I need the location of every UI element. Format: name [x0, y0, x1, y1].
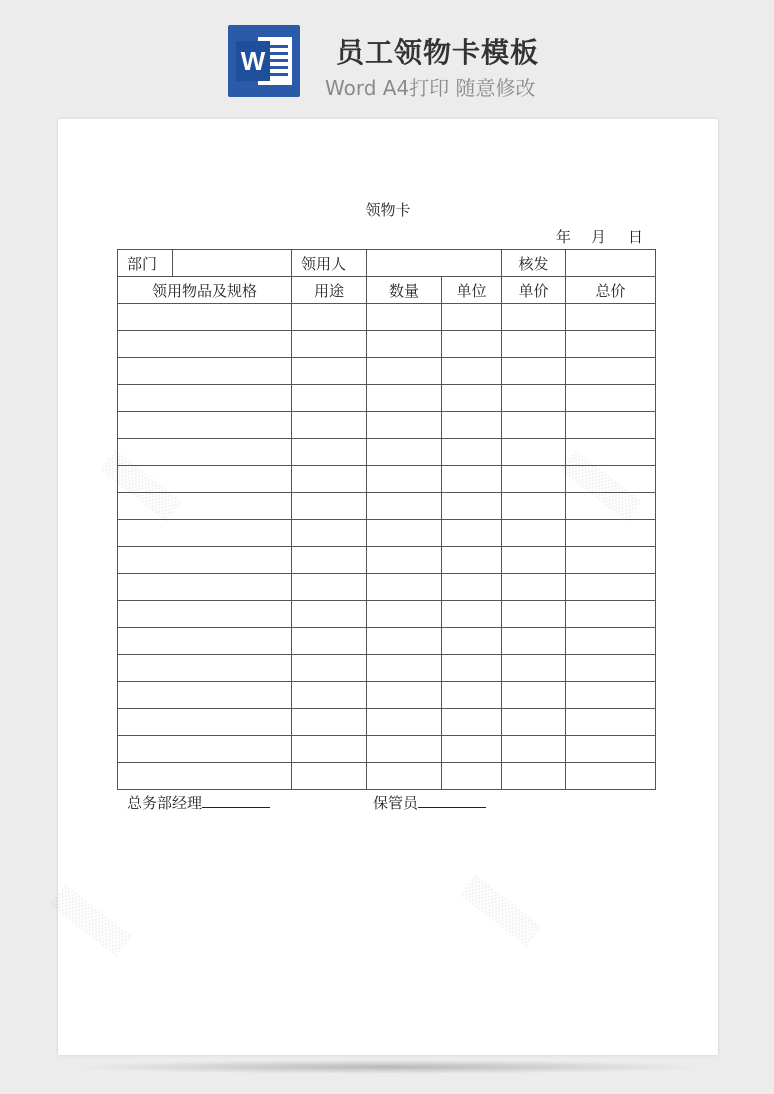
column-header-item: 领用物品及规格: [118, 277, 292, 304]
quantity-cell[interactable]: [367, 520, 442, 547]
quantity-cell[interactable]: [367, 628, 442, 655]
quantity-cell[interactable]: [367, 547, 442, 574]
item-cell[interactable]: [118, 709, 292, 736]
unit-cell[interactable]: [442, 709, 502, 736]
total-price-cell[interactable]: [566, 682, 656, 709]
purpose-cell[interactable]: [292, 412, 367, 439]
manager-label: 总务部经理: [127, 794, 203, 812]
item-cell[interactable]: [118, 358, 292, 385]
item-cell[interactable]: [118, 736, 292, 763]
table-row: [118, 385, 656, 412]
column-header-unit-price: 单价: [502, 277, 566, 304]
purpose-cell[interactable]: [292, 304, 367, 331]
table-row: [118, 574, 656, 601]
receiver-label: 领用人: [292, 250, 367, 277]
unit-cell[interactable]: [442, 601, 502, 628]
total-price-cell[interactable]: [566, 493, 656, 520]
quantity-cell[interactable]: [367, 358, 442, 385]
word-icon: [228, 25, 300, 97]
table-row: [118, 520, 656, 547]
table-row: [118, 493, 656, 520]
table-row: [118, 547, 656, 574]
unit-price-cell[interactable]: [502, 493, 566, 520]
table-row: [118, 628, 656, 655]
quantity-cell[interactable]: [367, 439, 442, 466]
requisition-table: [117, 249, 656, 790]
column-header-purpose: 用途: [292, 277, 367, 304]
item-cell[interactable]: [118, 547, 292, 574]
column-header-unit: 单位: [442, 277, 502, 304]
unit-cell[interactable]: [442, 331, 502, 358]
total-price-cell[interactable]: [566, 736, 656, 763]
total-price-cell[interactable]: [566, 628, 656, 655]
quantity-cell[interactable]: [367, 304, 442, 331]
item-cell[interactable]: [118, 331, 292, 358]
table-row: [118, 439, 656, 466]
quantity-cell[interactable]: [367, 709, 442, 736]
item-cell[interactable]: [118, 412, 292, 439]
table-row: [118, 331, 656, 358]
document-title: 领物卡: [365, 201, 411, 219]
column-header-row: [118, 277, 656, 304]
quantity-cell[interactable]: [367, 493, 442, 520]
approve-label: 核发: [502, 250, 566, 277]
keeper-label: 保管员: [373, 794, 419, 812]
unit-price-cell[interactable]: [502, 385, 566, 412]
item-cell[interactable]: [118, 601, 292, 628]
unit-price-cell[interactable]: [502, 655, 566, 682]
quantity-cell[interactable]: [367, 466, 442, 493]
unit-cell[interactable]: [442, 736, 502, 763]
total-price-cell[interactable]: [566, 439, 656, 466]
unit-cell[interactable]: [442, 358, 502, 385]
dept-label: 部门: [118, 250, 173, 277]
unit-price-cell[interactable]: [502, 412, 566, 439]
unit-cell[interactable]: [442, 493, 502, 520]
total-price-cell[interactable]: [566, 709, 656, 736]
total-price-cell[interactable]: [566, 331, 656, 358]
unit-price-cell[interactable]: [502, 439, 566, 466]
table-row: [118, 304, 656, 331]
date-day: 日: [628, 228, 644, 246]
date-line: [556, 226, 643, 247]
unit-cell[interactable]: [442, 763, 502, 790]
purpose-cell[interactable]: [292, 628, 367, 655]
manager-signature-line[interactable]: [202, 793, 270, 808]
purpose-cell[interactable]: [292, 493, 367, 520]
keeper-signature-line[interactable]: [418, 793, 486, 808]
quantity-cell[interactable]: [367, 574, 442, 601]
quantity-cell[interactable]: [367, 331, 442, 358]
unit-cell[interactable]: [442, 466, 502, 493]
column-header-quantity: 数量: [367, 277, 442, 304]
total-price-cell[interactable]: [566, 358, 656, 385]
quantity-cell[interactable]: [367, 655, 442, 682]
date-year: 年: [556, 228, 572, 246]
table-row: [118, 412, 656, 439]
item-cell[interactable]: [118, 493, 292, 520]
unit-cell[interactable]: [442, 682, 502, 709]
unit-price-cell[interactable]: [502, 628, 566, 655]
purpose-cell[interactable]: [292, 466, 367, 493]
unit-cell[interactable]: [442, 385, 502, 412]
table-row: [118, 466, 656, 493]
total-price-cell[interactable]: [566, 763, 656, 790]
item-cell[interactable]: [118, 574, 292, 601]
total-price-cell[interactable]: [566, 574, 656, 601]
unit-price-cell[interactable]: [502, 331, 566, 358]
total-price-cell[interactable]: [566, 601, 656, 628]
unit-cell[interactable]: [442, 412, 502, 439]
unit-cell[interactable]: [442, 439, 502, 466]
purpose-cell[interactable]: [292, 763, 367, 790]
unit-cell[interactable]: [442, 547, 502, 574]
unit-price-cell[interactable]: [502, 709, 566, 736]
table-row: [118, 682, 656, 709]
item-cell[interactable]: [118, 520, 292, 547]
unit-cell[interactable]: [442, 655, 502, 682]
total-price-cell[interactable]: [566, 655, 656, 682]
keeper-signature: [373, 792, 486, 813]
unit-price-cell[interactable]: [502, 304, 566, 331]
purpose-cell[interactable]: [292, 331, 367, 358]
unit-price-cell[interactable]: [502, 763, 566, 790]
table-row: [118, 763, 656, 790]
unit-price-cell[interactable]: [502, 520, 566, 547]
manager-signature: [127, 792, 270, 813]
item-cell[interactable]: [118, 655, 292, 682]
quantity-cell[interactable]: [367, 385, 442, 412]
unit-price-cell[interactable]: [502, 601, 566, 628]
page-subtitle: Word A4打印 随意修改: [325, 76, 536, 100]
purpose-cell[interactable]: [292, 574, 367, 601]
approve-field[interactable]: [566, 250, 656, 277]
unit-price-cell[interactable]: [502, 547, 566, 574]
item-cell[interactable]: [118, 682, 292, 709]
purpose-cell[interactable]: [292, 601, 367, 628]
unit-price-cell[interactable]: [502, 358, 566, 385]
table-row: [118, 655, 656, 682]
item-cell[interactable]: [118, 304, 292, 331]
item-cell[interactable]: [118, 439, 292, 466]
table-row: [118, 358, 656, 385]
unit-price-cell[interactable]: [502, 574, 566, 601]
quantity-cell[interactable]: [367, 763, 442, 790]
unit-price-cell[interactable]: [502, 736, 566, 763]
unit-price-cell[interactable]: [502, 682, 566, 709]
total-price-cell[interactable]: [566, 304, 656, 331]
unit-cell[interactable]: [442, 628, 502, 655]
purpose-cell[interactable]: [292, 655, 367, 682]
item-cell[interactable]: [118, 763, 292, 790]
purpose-cell[interactable]: [292, 736, 367, 763]
purpose-cell[interactable]: [292, 439, 367, 466]
purpose-cell[interactable]: [292, 358, 367, 385]
table-row: [118, 601, 656, 628]
watermark: [49, 886, 131, 958]
purpose-cell[interactable]: [292, 385, 367, 412]
purpose-cell[interactable]: [292, 682, 367, 709]
purpose-cell[interactable]: [292, 520, 367, 547]
document-page: [58, 119, 718, 1055]
word-letter-badge: W: [236, 41, 270, 81]
unit-price-cell[interactable]: [502, 466, 566, 493]
date-month: 月: [591, 228, 607, 246]
quantity-cell[interactable]: [367, 601, 442, 628]
template-header: [0, 0, 774, 110]
item-cell[interactable]: [118, 628, 292, 655]
unit-cell[interactable]: [442, 304, 502, 331]
table-header-row: [118, 250, 656, 277]
total-price-cell[interactable]: [566, 385, 656, 412]
total-price-cell[interactable]: [566, 466, 656, 493]
total-price-cell[interactable]: [566, 547, 656, 574]
purpose-cell[interactable]: [292, 547, 367, 574]
column-header-total-price: 总价: [566, 277, 656, 304]
table-row: [118, 736, 656, 763]
dept-field[interactable]: [173, 250, 292, 277]
total-price-cell[interactable]: [566, 520, 656, 547]
receiver-field[interactable]: [367, 250, 502, 277]
unit-cell[interactable]: [442, 520, 502, 547]
paper-shadow: [68, 1060, 708, 1074]
page-title: 员工领物卡模板: [336, 36, 540, 69]
quantity-cell[interactable]: [367, 412, 442, 439]
total-price-cell[interactable]: [566, 412, 656, 439]
purpose-cell[interactable]: [292, 709, 367, 736]
quantity-cell[interactable]: [367, 682, 442, 709]
quantity-cell[interactable]: [367, 736, 442, 763]
table-row: [118, 709, 656, 736]
item-cell[interactable]: [118, 466, 292, 493]
unit-cell[interactable]: [442, 574, 502, 601]
watermark: [459, 876, 541, 948]
item-cell[interactable]: [118, 385, 292, 412]
